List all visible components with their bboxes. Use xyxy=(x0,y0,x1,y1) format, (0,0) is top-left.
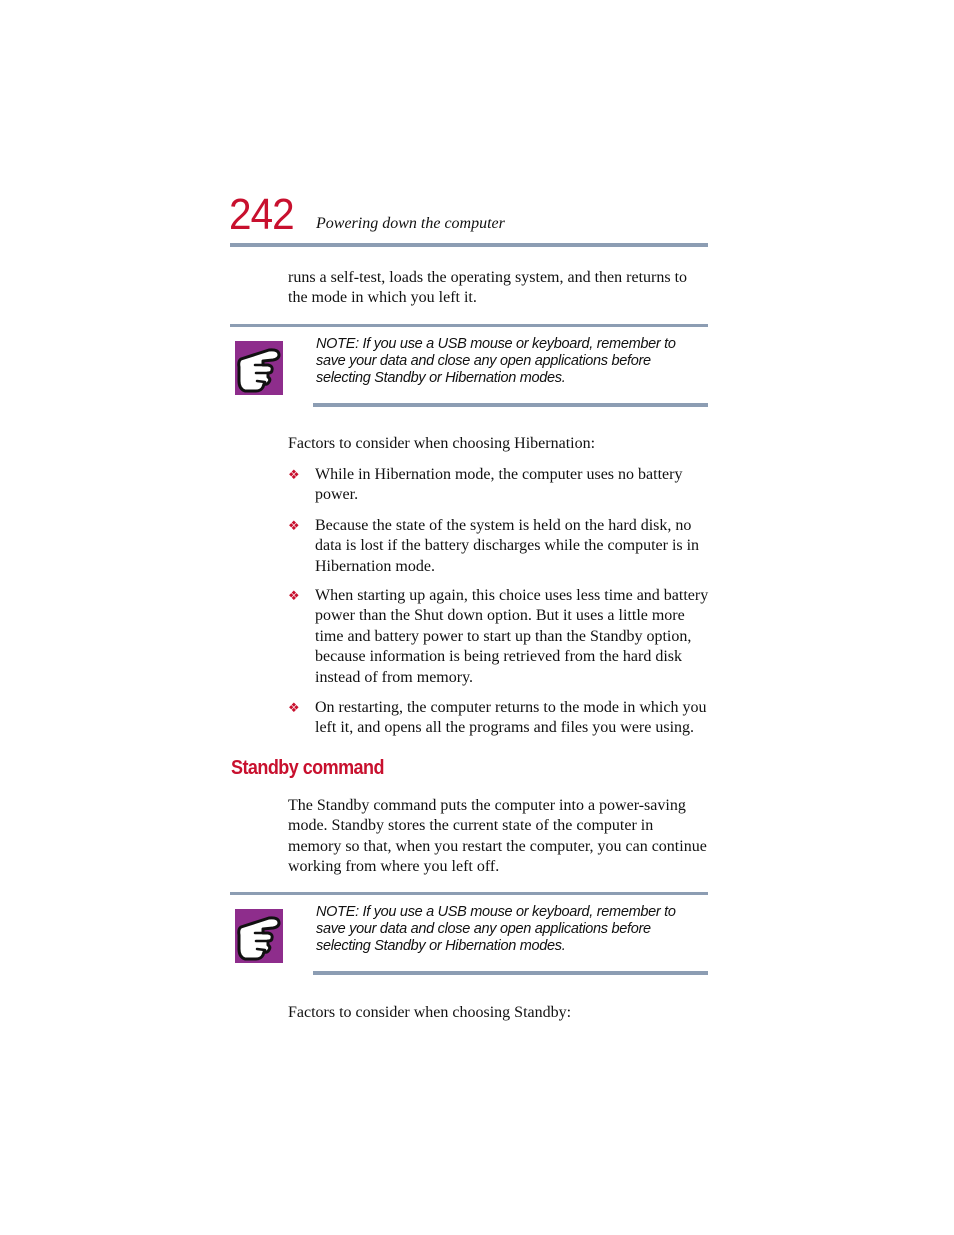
pointing-hand-icon xyxy=(235,341,283,395)
bullet-glyph: ❖ xyxy=(288,467,300,482)
bullet-glyph: ❖ xyxy=(288,518,300,533)
note-text: NOTE: If you use a USB mouse or keyboard, remember to save your data and close any open applications before selecting Standby or Hibernation modes. xyxy=(316,904,676,954)
header-rule xyxy=(230,243,708,247)
page-number: 242 xyxy=(229,190,294,239)
note-bottom-rule xyxy=(313,403,708,407)
note-top-rule xyxy=(230,892,708,895)
note-text: NOTE: If you use a USB mouse or keyboard, remember to save your data and close any open applications before selecting Standby or Hibernation modes. xyxy=(316,336,676,386)
hibernation-intro: Factors to consider when choosing Hibernation: xyxy=(288,435,596,452)
note-top-rule xyxy=(230,324,708,327)
running-title: Powering down the computer xyxy=(316,215,505,232)
list-item: Because the state of the system is held on the hard disk, no data is lost if the battery discharges while the computer is in Hibernation mode. xyxy=(315,517,700,575)
list-item: On restarting, the computer returns to the mode in which you left it, and opens all the programs and files you were using. xyxy=(315,699,707,737)
bullet-glyph: ❖ xyxy=(288,588,300,603)
standby-paragraph: The Standby command puts the computer into a power-saving mode. Standby stores the current state of the computer in memory so that, when you restart the computer, you can continue working from where you left off. xyxy=(288,797,707,876)
intro-paragraph: runs a self-test, loads the operating system, and then returns to the mode in which you left it. xyxy=(288,269,688,307)
list-item: While in Hibernation mode, the computer uses no battery power. xyxy=(315,466,683,504)
note-bottom-rule xyxy=(313,971,708,975)
pointing-hand-icon xyxy=(235,909,283,963)
list-item: When starting up again, this choice uses less time and battery power than the Shut down option. But it uses a little more time and battery power to start up than the Standby option, because information is being retrieved from the hard disk instead of from memory. xyxy=(315,587,709,686)
bullet-glyph: ❖ xyxy=(288,700,300,715)
standby-intro: Factors to consider when choosing Standby: xyxy=(288,1004,572,1021)
section-heading: Standby command xyxy=(231,757,384,779)
